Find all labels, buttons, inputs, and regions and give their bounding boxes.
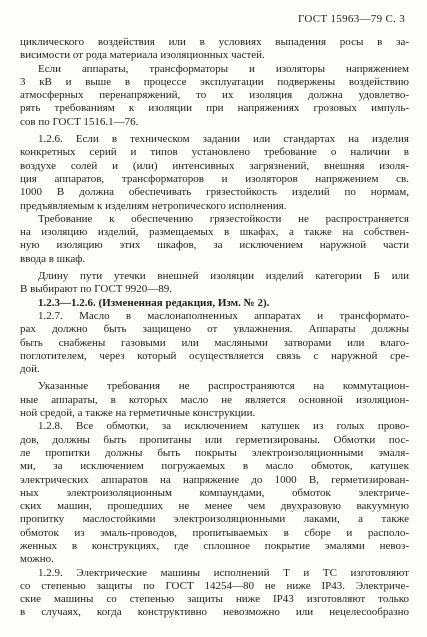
text-line: можно. — [20, 553, 54, 566]
document-body — [20, 36, 409, 620]
text-line: ми, за исключением погружаемых в масло обмоток, катушек — [20, 460, 409, 473]
text-line: рять требованиям к изоляции при напряжениях грозовых импуль- — [20, 102, 409, 115]
text-line: 1.2.6. Если в техническом задании или стандартах на изделия — [38, 133, 409, 146]
text-line: циклического воздействия или в условиях выпадения росы в за- — [20, 36, 409, 48]
text-line: со степенью защиты по ГОСТ 14254—80 не ниже IP43. Электриче- — [20, 579, 409, 592]
text-line: электрических аппаратов на напряжение до 1000 В, герметизирован- — [20, 473, 409, 486]
text-line: конкретных серий и типов установлено требование о наличии в — [20, 146, 409, 159]
text-line: на изоляцию изделий, размещаемых в шкафах, а также на собствен- — [20, 226, 409, 239]
text-line: В выбирают по ГОСТ 9920—89. — [20, 283, 173, 296]
text-line: 1.2.7. Масло в маслонаполненных аппаратах и трансформато- — [38, 309, 409, 322]
text-line: Требование к обеспечению грязестойкости не распространяется — [38, 212, 409, 225]
text-line: ция аппаратов, трансформаторов и изоляторов напряжением св. — [20, 172, 409, 185]
text-line: ских машин, прошедших не менее чем двухразовую вакуумную — [20, 500, 409, 513]
text-line: в случаях, когда конструктивно невозможно или нецелесообразно — [20, 606, 409, 619]
text-line: пропитку маслостойкими электроизоляционными лаками, а также — [20, 513, 409, 526]
text-line: ную изоляцию этих шкафов, за исключением наружной части — [20, 239, 409, 252]
text-line: поглотителем, через который осуществляется связь с наружной сре- — [20, 349, 409, 362]
text-line: ские машины со степенью защиты ниже IP43 изготовляют только — [20, 593, 409, 606]
text-line: женных в конструкциях, где сплошное покрытие эмалями невоз- — [20, 539, 409, 552]
text-line: 1000 В должна обеспечивать грязестойкость изделий по нормам, — [20, 186, 409, 199]
text-line: висимости от рода материала изоляционных частей. — [20, 49, 265, 62]
text-line: ных электроизоляционным компаундами, обмоток электриче- — [20, 486, 409, 499]
text-line: Если аппараты, трансформаторы и изоляторы напряжением — [38, 62, 409, 75]
amendment-note: 1.2.3—1.2.6. (Измененная редакция, Изм. № 2). — [38, 296, 270, 309]
text-line: предъявляемым к изделиям нетропического исполнения. — [20, 199, 287, 212]
text-line: Указанные требования не распространяются на коммутацион- — [38, 380, 409, 393]
text-line: обмоток из эмаль-проводов, пропитываемых в сборе и располо- — [20, 526, 409, 539]
text-line: 1.2.8. Все обмотки, за исключением катушек из голых прово- — [38, 420, 409, 433]
text-line: ные аппараты, в которых масло не является основной изоляцион- — [20, 393, 409, 406]
text-line: 1.2.9. Электрические машины исполнений Т и ТС изготовляют — [38, 566, 409, 579]
text-line: воздухе солей и (или) интенсивных загрязнений, внешняя изоля- — [20, 159, 409, 172]
text-line: 3 кВ и выше в процессе эксплуатации подвержены воздействию — [20, 75, 409, 88]
text-line: ввода в шкаф. — [20, 252, 86, 265]
text-line: быть снабжены газовыми или масляными затворами или влаго- — [20, 336, 409, 349]
text-line: рах должно быть защищено от увлажнения. Аппараты должны — [20, 323, 409, 336]
page-header: ГОСТ 15963—79 С. 3 — [298, 13, 405, 25]
text-line: атмосферных перенапряжений, то их изоляция должна удовлетво- — [20, 89, 409, 102]
text-line: ной средой, а также на герметичные конструкции. — [20, 407, 256, 420]
text-line: дой. — [20, 363, 40, 376]
text-line: дов, должны быть пропитаны или герметизированы. Обмотки пос- — [20, 433, 409, 446]
text-line: Длину пути утечки внешней изоляции изделий категории Б или — [38, 270, 409, 283]
text-line: ле пропитки должны быть покрыты электроизоляционными эмаля- — [20, 446, 409, 459]
text-line: сов по ГОСТ 1516.1—76. — [20, 115, 139, 128]
